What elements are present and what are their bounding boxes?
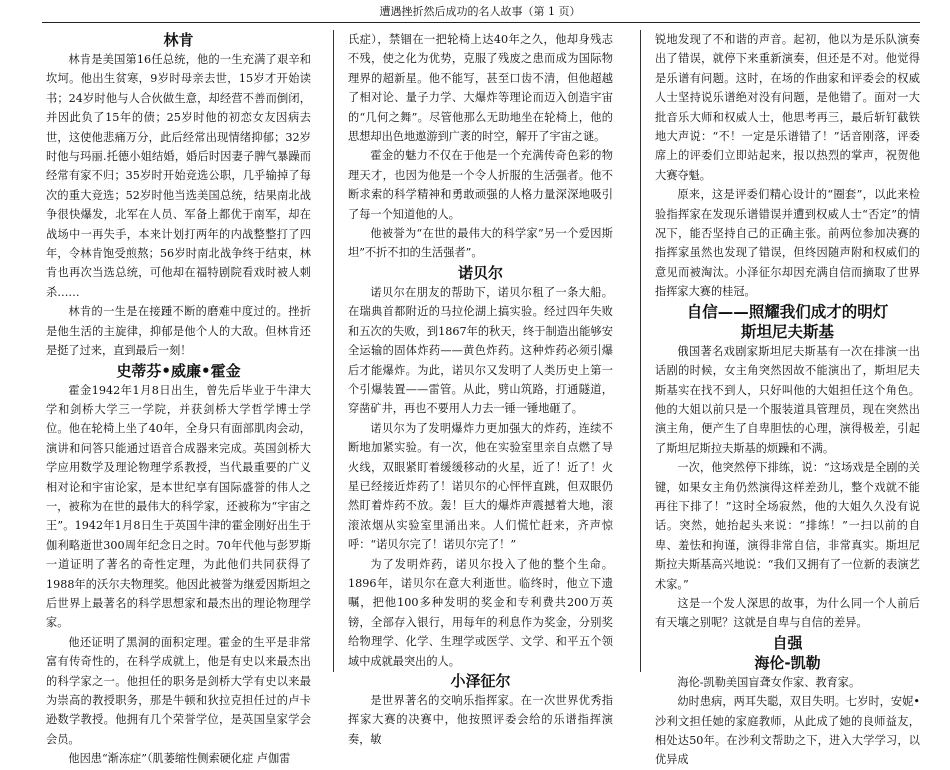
paragraph: 林肯的一生是在接踵不断的磨难中度过的。挫折是他生活的主旋律，抑郁是他个人的大敌。但林肯还是挺了过来，直到最后一刻！ [46,305,311,358]
paragraph: 诺贝尔在朋友的帮助下，诺贝尔租了一条大船。在瑞典首都附近的马拉伦湖上搞实验。经过四年失败和五次的失败，到1867年的秋天，终于制造出能够安全运输的固体炸药——黄色炸药。这种炸药必须引爆后才能爆炸。为此，诺贝尔又发明了人类历史上第一个引爆装置——雷管。从此，劈山筑路，打通隧道，穿凿矿井，再也不要用人力去一锤一锤地砸了。 [348,285,613,416]
column-2 [348,30,613,749]
section-title-ozawa: 小泽征尔 [450,672,511,690]
paragraph: 这是一个发人深思的故事，为什么同一个人前后有天壤之别呢？这就是自卑与自信的差异。 [655,596,920,630]
paragraph: 为了发明炸药，诺贝尔投入了他的整个生命。1896年，诺贝尔在意大利逝世。临终时，他立下遗嘱，把他100多种发明的奖金和专利费共200万英镑，全部存入银行，用每年的利息作为奖金，分别奖给物理学、化学、生理学或医学、文学、和平五个领域中成就最突出的人。 [348,557,613,668]
paragraph: 原来，这是评委们精心设计的“圈套”，以此来检验指挥家在发现乐谱错误并遭到权威人士“否定”的情况下，能否坚持自己的正确主张。前两位参加决赛的指挥家虽然也发现了错误，但终因随声附和权威们的意见而被淘汰。小泽征尔却因充满自信而摘取了世界指挥家大赛的桂冠。 [655,188,920,299]
section-title-self-strength: 自强 [772,633,803,652]
section-title-keller: 海伦-凯勒 [754,653,821,672]
paragraph: 一次，他突然停下排练，说：“这场戏是全剧的关键，如果女主角仍然演得这样差劲儿，整个戏就不能再往下排了！”这时全场寂然，他的大姐久久没有说话。突然，她抬起头来说：“排练！”一扫以前的自卑、羞怯和拘谨，演得非常自信，非常真实。斯坦尼斯拉夫斯基高兴地说：“我们又拥有了一位新的表演艺术家。” [655,461,920,591]
column-divider [640,30,641,672]
section-title-lincoln: 林肯 [163,31,194,49]
paragraph: 海伦-凯勒美国盲聋女作家、教育家。 [677,675,861,689]
paragraph: 霍金1942年1月8日出生，曾先后毕业于牛津大学和剑桥大学三一学院，并获剑桥大学哲学博士学位。他在轮椅上坐了40年，全身只有面部肌肉会动，演讲和问答只能通过语音合成器来完成。英国剑桥大学应用数学及理论物理学系教授，当代最重要的广义相对论和宇宙论家，是本世纪享有国际盛誉的伟人之一，被称为在世的最伟大的科学家，还被称为“宇宙之王”。1942年1月8日生于英国牛津的霍金刚好出生于伽利略逝世300周年纪念日之时。70年代他与彭罗斯一道证明了著名的奇性定理，为此他们共同获得了1988年的沃尔夫物理奖。他因此被誉为继爱因斯坦之后世界上最著名的科学思想家和最杰出的理论物理学家。 [46,383,311,630]
paragraph: 诺贝尔为了发明爆炸力更加强大的炸药，连续不断地加紧实验。有一次，他在实验室里亲自点燃了导火线，双眼紧盯着缓缓移动的火星，近了！近了！火星已经接近炸药了！诺贝尔的心怦怦直跳，但双眼仍然盯着炸药不放。轰！巨大的爆炸声震撼着大地，滚滚浓烟从实验室里涌出来。人们慌忙赶来，齐声惊呼：“诺贝尔完了！诺贝尔完了！” [348,421,613,552]
paragraph: 他因患“渐冻症”（肌萎缩性侧索硬化症 卢伽雷 [68,752,291,766]
paragraph: 锐地发现了不和谐的声音。起初，他以为是乐队演奏出了错误，就停下来重新演奏，但还是不对。他觉得是乐谱有问题。这时，在场的作曲家和评委会的权威人士坚持说乐谱绝对没有问题，是他错了。面对一大批音乐大师和权威人士，他思考再三，最后斩钉截铁地大声说：“不！一定是乐谱错了！”话音刚落，评委席上的评委们立即站起来，报以热烈的掌声，祝贺他大赛夺魁。 [655,33,920,182]
section-title-confidence: 自信——照耀我们成才的明灯 [686,302,889,321]
paragraph: 他被誉为“在世的最伟大的科学家”另一个爱因斯坦”不折不扣的生活强者”。 [348,227,613,260]
paragraph: 俄国著名戏剧家斯坦尼夫斯基有一次在排演一出话剧的时候，女主角突然因故不能演出了，斯坦尼夫斯基实在找不到人，只好叫他的大姐担任这个角色。他的大姐以前只是一个服装道具管理员，现在突然出演主角，便产生了自卑胆怯的心理，演得极差，引起了斯坦尼斯拉夫斯基的烦躁和不满。 [655,344,920,455]
section-title-stanislavski: 斯坦尼夫斯基 [740,322,834,341]
paragraph: 是世界著名的交响乐指挥家。在一次世界优秀指挥家大赛的决赛中，他按照评委会给的乐谱指挥演奏，敏 [348,694,613,746]
column-1 [46,30,311,769]
paragraph: 他还证明了黑洞的面积定理。霍金的生平是非常富有传奇性的，在科学成就上，他是有史以来最杰出的科学家之一。他担任的职务是剑桥大学有史以来最为崇高的教授职务，那是牛顿和狄拉克担任过的卢卡逊数学教授。他拥有几个荣誉学位，是英国皇家学会会员。 [46,635,311,746]
page-header: 遭遇挫折然后成功的名人故事（第 1 页） [379,5,581,18]
paragraph: 霍金的魅力不仅在于他是一个充满传奇色彩的物理天才，也因为他是一个令人折服的生活强者。他不断求索的科学精神和勇敢顽强的人格力量深深地吸引了每一个知道他的人。 [348,149,613,221]
paragraph: 幼时患病，两耳失聪，双目失明。七岁时，安妮•沙利文担任她的家庭教师，从此成了她的良师益友，相处达50年。在沙利文帮助之下，进入大学学习，以优异成 [655,695,920,767]
header-rule [42,22,920,23]
column-3 [655,30,920,770]
column-divider [333,30,334,672]
section-title-hawking: 史蒂芬•威廉•霍金 [116,361,241,380]
paragraph: 氏症），禁锢在一把轮椅上达40年之久，他却身残志不残，使之化为优势，克服了残废之患而成为国际物理界的超新星。他不能写，甚至口齿不清，但他超越了相对论、量子力学、大爆炸等理论而迈入创造宇宙的“几何之舞”。尽管他那么无助地坐在轮椅上，他的思想却出色地遨游到广袤的时空，解开了宇宙之谜。 [348,33,613,144]
paragraph: 林肯是美国第16任总统，他的一生充满了艰辛和坎坷。他出生贫寒，9岁时母亲去世，15岁才开始读书；24岁时他与人合伙做生意，却经营不善而倒闭，并因此负了15年的债；25岁时他的初恋女友因病去世，这使他悲痛万分，此后经常出现情绪抑郁；32岁时他与玛丽.托德小姐结婚，婚后时因妻子脾气暴躁而经常有家不归；35岁时开始竞选公职，几乎输掉了每次的重大竞选；52岁时他当选美国总统，结果南北战争很快爆发，北军在人员、军备上都优于南军，却在战场中一再失手，本来计划打两年的内战整整打了四年，令林肯饱受煎熬；56岁时南北战争终于结束，林肯也再次当选总统，可他却在福特剧院看戏时被人刺杀…… [46,53,311,299]
section-title-nobel: 诺贝尔 [457,263,503,282]
